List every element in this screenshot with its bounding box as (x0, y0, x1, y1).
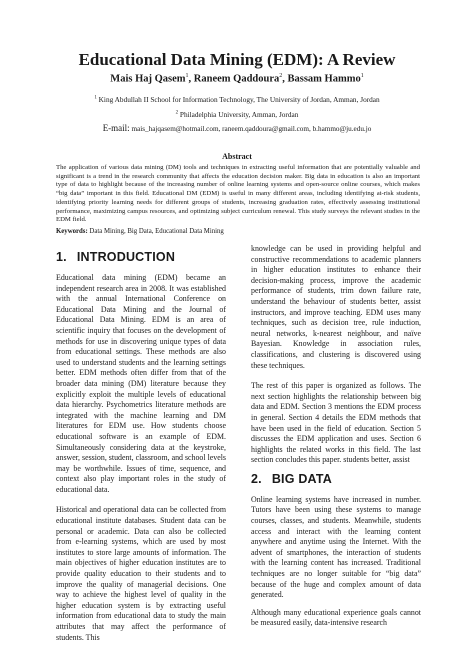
email-addresses: mais_hajqasem@hotmail.com, raneem.qaddoura@gmail.com, b.hammo@ju.edu.jo (131, 125, 372, 133)
affiliation-sup: 1 (94, 95, 97, 101)
email-label: E-mail: (102, 123, 130, 133)
paragraph: knowledge can be used in providing helpful and constructive recommendations to academic planners in higher education institutes to enhance their decision-making process, improve the academic performance of students, trim down failure rate, understand the behaviour of students better, assist instructors, and improve teaching. EDM uses many techniques, such as decision tree, rule induction, neural networks, k-nearest neighbour, and naïve Bayesian. Knowledge in association rules, classifications, and clustering is discovered using these techniques. (251, 244, 421, 370)
section-number: 1. (56, 250, 67, 264)
section-heading-big-data (251, 472, 421, 486)
section-title: INTRODUCTION (76, 250, 176, 264)
paragraph: Educational data mining (EDM) became an independent research area in 2008. It was established with the annual International Conference on Educational Data Mining and the Journal of Educational Data Mining. EDM is an area of scientific inquiry that focuses on the development of methods for use in discovering unique types of data from educational settings. These methods are also used to understand students and the learning settings better. EDM methods often differ from that of the broader data mining (DM) literature because they explicitly exploit the multiple levels of educational data hierarchy. Psychometrics literature methods are integrated with the machine learning and DM literatures for EDM use. How students choose educational software is an example of EDM. Simultaneously considering data at the keystroke, answer, session, student, classroom, and school levels may be worthwhile. Issues of time, sequence, and context also play important roles in the study of educational data. (56, 273, 226, 494)
paragraph: The rest of this paper is organized as follows. The next section highlights the relationship between big data and EDM. Section 3 mentions the EDM process in general. Section 4 details the EDM methods that have been used in the field of education. Section 5 discusses the EDM application and uses. Section 6 highlights the related works in this field. The last section concludes this paper. students better, assist (251, 381, 421, 465)
paper-title: Educational Data Mining (EDM): A Review (78, 50, 396, 69)
author-name: Mais Haj Qasem (110, 73, 186, 85)
affiliation-text: Philadelphia University, Amman, Jordan (179, 110, 299, 119)
section-heading-introduction (56, 250, 226, 264)
affiliation-text: King Abdullah II School for Information Technology, The University of Jordan, Amman, Jordan (98, 95, 380, 104)
paragraph: Although many educational experience goals cannot be measured easily, data-intensive research (251, 607, 421, 628)
keywords-line (56, 228, 420, 235)
author-sup: 2 (279, 73, 283, 79)
paragraph: Historical and operational data can be collected from educational institute databases. Student data can be personal or academic. Data can also be collected from e-learning systems, which are used by most institutes to store large amounts of information. The main objectives of higher education institutes are to provide quality education to their students and to improve the quality of managerial decisions. One way to achieve the highest level of quality in the higher education system is by extracting useful information from educational data to study the main attributes that may affect the performance of students. This (56, 505, 226, 642)
email-line (0, 123, 474, 133)
abstract-text: The application of various data mining (DM) tools and techniques in extracting useful information that are potentially valuable and significant is a trend in the research community that affects the education decision maker. Big data in education is also an important type of data to highlight because of the increasing number of online learning systems and open-source online courses, which makes “big data” important in this field. Educational DM (EDM) is useful in many different areas, including identifying at-risk students, identifying priority learning needs for different groups of students, increasing graduation rates, effectively assessing institutional performance, maximizing campus resources, and optimizing subject curriculum renewal. This study surveys the relevant studies in the EDM field. (56, 164, 420, 224)
paragraph: Online learning systems have increased in number. Tutors have been using these systems to manage courses, classes, and students. Meanwhile, students access and interact with the learning content anywhere and anytime using the Internet. With the advent of smartphones, the interaction of students with the learning content has increased. Traditional techniques are no longer suitable for “big data” because of the huge and complex amount of data generated. (251, 494, 421, 600)
affiliation-2 (0, 110, 474, 119)
section-number: 2. (251, 471, 262, 486)
affiliation-1 (0, 95, 474, 104)
affiliation-sup: 2 (175, 110, 179, 116)
left-column (56, 244, 226, 643)
author-name: Bassam Hammo (287, 73, 361, 85)
keywords-text: Data Mining, Big Data, Educational Data Mining (89, 228, 224, 235)
abstract-heading: Abstract (222, 152, 252, 161)
author-sup: 1 (360, 73, 364, 79)
keywords-label: Keywords: (56, 228, 88, 235)
author-name: Raneem Qaddoura (193, 73, 280, 85)
author-sup: 1 (185, 73, 189, 79)
author-line: Mais Haj Qasem$^1$, Raneem Qaddoura$^2$, Bassam Hammo$^1$ (110, 73, 364, 85)
section-title: BIG DATA (271, 471, 332, 486)
right-column (251, 244, 421, 629)
